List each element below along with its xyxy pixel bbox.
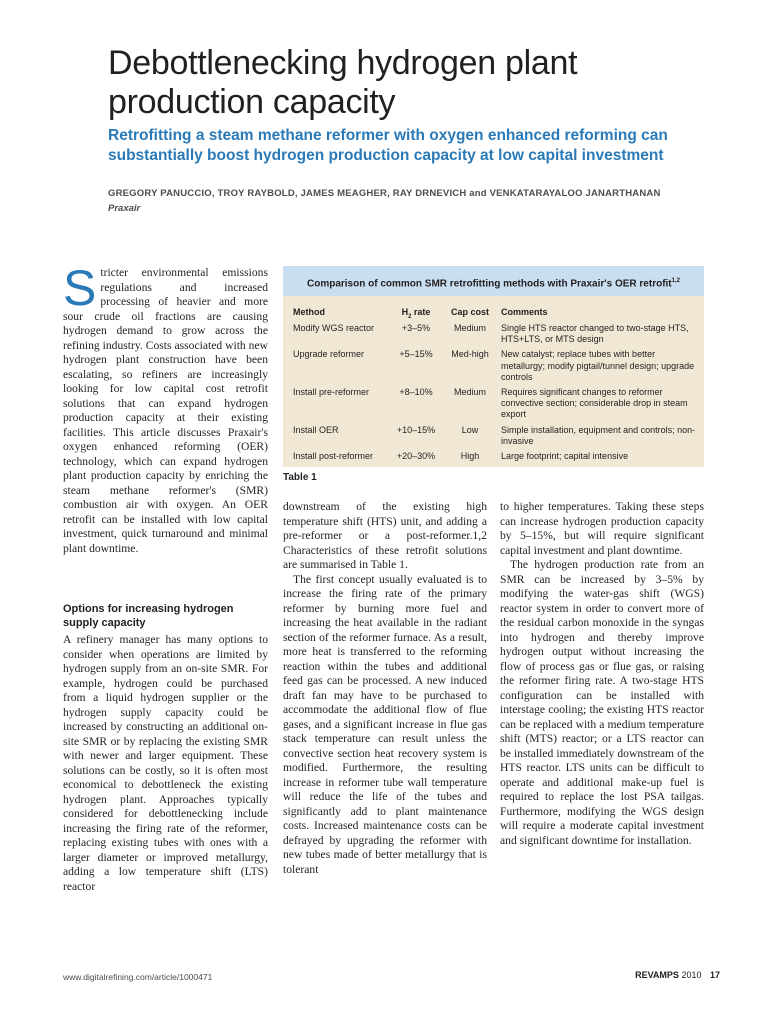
page-number: 17	[709, 970, 720, 980]
article-subtitle: Retrofitting a steam methane reformer with oxygen enhanced reforming can substantially boost hydrogen production capacity at low capital investment	[108, 127, 668, 164]
cell-rate: +20–30%	[396, 451, 436, 462]
intro-paragraph: tricter environmental emissions regulations and increased processing of heavier and more sour crude oil fractions are causing hydrogen demand to grow across the refining industry. Costs associated with new hydrogen plant construction have been escalating, so refiners are increasingly looking for low capital cost retrofit solutions that can expand hydrogen production capacity at their existing facilities. This article discusses Praxair's oxygen enhanced reforming (OER) technology, which can expand hydrogen plant production capacity by enriching the steam methane reformer's (SMR) combustion air with oxygen. An OER retrofit can be installed with low capital investment, quick turnaround and minimal plant downtime.	[63, 266, 268, 555]
table-row	[293, 387, 698, 425]
cell-cost: Med-high	[451, 349, 489, 360]
cell-cost: Low	[461, 424, 479, 435]
table-title-text: Comparison of common SMR retrofitting methods with Praxair's OER retrofit	[307, 278, 672, 290]
table-header-row	[293, 307, 698, 323]
table-title-ref: 1,2	[671, 278, 680, 284]
section-heading: Options for increasing hydrogen supply capacity	[63, 603, 234, 629]
header-cost: Cap cost	[450, 307, 489, 317]
table-title	[283, 266, 704, 296]
cell-method: Upgrade reformer	[293, 349, 365, 360]
comparison-table	[293, 307, 698, 466]
footer-url[interactable]: www.digitalrefining.com/article/1000471	[63, 972, 213, 982]
paragraph: A refinery manager has many options to consider when operations are limited by hydrogen supply from an on-site SMR. For example, hydrogen could be purchased from a liquid hydrogen supplier or the hydrogen supply capacity could be increased by constructing an additional on-site SMR or by replacing the existing SMR with newer and larger equipment. These solutions can be costly, so it is often most economical to debottleneck the existing hydrogen plant. Approaches typically considered for debottlenecking include increasing the firing rate of the reformer, replacing existing tubes with ones with a larger diameter or improved metallurgy, adding a low temperature shift (LTS) reactor	[63, 633, 268, 893]
table-caption: Table 1	[283, 472, 317, 483]
author-affiliation: Praxair	[108, 203, 141, 214]
column-1-body	[63, 633, 268, 894]
magazine-year: 2010	[681, 970, 702, 980]
paragraph: The hydrogen production rate from an SMR can be increased by 3–5% by modifying the water-gas shift (WGS) reactor system in order to convert more of the residual carbon monoxide in the syngas into hydrogen and thereby improve hydrogen output without increasing the flow of process gas or flue gas, or raising the reformer firing rate. A two-stage HTS configuration can be installed with interstage cooling; the existing HTS reactor can be replaced with a medium temperature shift (MTS) reactor; or a LTS reactor can be installed immediately downstream of the HTS reactor. LTS units can be difficult to operate and additional make-up fuel is required to replace the lost PSA tailgas. Furthermore, modifying the WGS design will require a moderate capital investment and significant downtime for installation.	[500, 558, 704, 847]
cell-cost: Medium	[453, 387, 486, 398]
cell-rate: +8–10%	[399, 387, 433, 398]
table-row	[293, 349, 698, 387]
column-2	[283, 500, 487, 877]
footer-folio	[600, 970, 720, 980]
drop-cap: S	[63, 260, 97, 316]
paragraph: downstream of the existing high temperature shift (HTS) unit, and adding a pre-reformer or a post-reformer.1,2 Characteristics of these retrofit solutions are summarised in Table 1.	[283, 500, 487, 571]
table-row	[293, 425, 698, 451]
author-list: GREGORY PANUCCIO, TROY RAYBOLD, JAMES MEAGHER, RAY DRNEVICH and VENKATARAYALOO JANARTHANAN	[108, 188, 661, 199]
cell-comments: Simple installation, equipment and controls; non-invasive	[501, 424, 696, 446]
cell-method: Install post-reformer	[293, 451, 374, 462]
paragraph: The first concept usually evaluated is to increase the firing rate of the primary reformer by burning more fuel and increasing the heat available in the radiant section of the reformer furnace. As a result, more heat is transferred to the reforming reaction within the tubes and additional feed gas can be processed. A new induced draft fan may have to be purchased to accommodate the additional flow of flue gases, and a significant increase in flue gas stack temperature can result unless the convective section heat recovery system is modified. Furthermore, the resulting increase in reformer tube wall temperature will reduce the life of the tubes and significantly add to plant maintenance costs. Increased maintenance costs can be defrayed by upgrading the reformer with new tubes made of better metallurgy that is tolerant	[283, 572, 487, 876]
cell-comments: New catalyst; replace tubes with better metallurgy; modify pigtail/tunnel design; upgrade controls	[501, 349, 695, 382]
magazine-name: REVAMPS	[635, 970, 679, 980]
cell-comments: Requires significant changes to reformer convective section; considerable drop in steam export	[501, 387, 688, 420]
cell-cost: High	[460, 451, 480, 462]
cell-rate: +3–5%	[401, 323, 431, 333]
table-row	[293, 451, 698, 466]
cell-rate: +5–15%	[399, 349, 433, 360]
table-row	[293, 323, 698, 349]
cell-comments: Large footprint; capital intensive	[501, 451, 629, 462]
header-rate: $H_2$ rate	[401, 307, 431, 320]
intro-column	[63, 260, 268, 556]
paragraph: to higher temperatures. Taking these steps can increase hydrogen production capacity by 5–15%, but will require significant capital investment and plant downtime.	[500, 500, 704, 557]
table-box	[283, 266, 704, 467]
cell-method: Install pre-reformer	[293, 387, 370, 398]
cell-method: Install OER	[293, 424, 339, 435]
cell-cost: Medium	[453, 323, 486, 333]
cell-method: Modify WGS reactor	[293, 323, 375, 333]
cell-comments: Single HTS reactor changed to two-stage HTS, HTS+LTS, or MTS design	[501, 323, 689, 345]
header-comments: Comments	[501, 307, 548, 317]
article-title: Debottlenecking hydrogen plant production capacity	[108, 44, 578, 121]
header-method: Method	[293, 307, 325, 317]
column-3	[500, 500, 704, 848]
cell-rate: +10–15%	[396, 424, 436, 435]
